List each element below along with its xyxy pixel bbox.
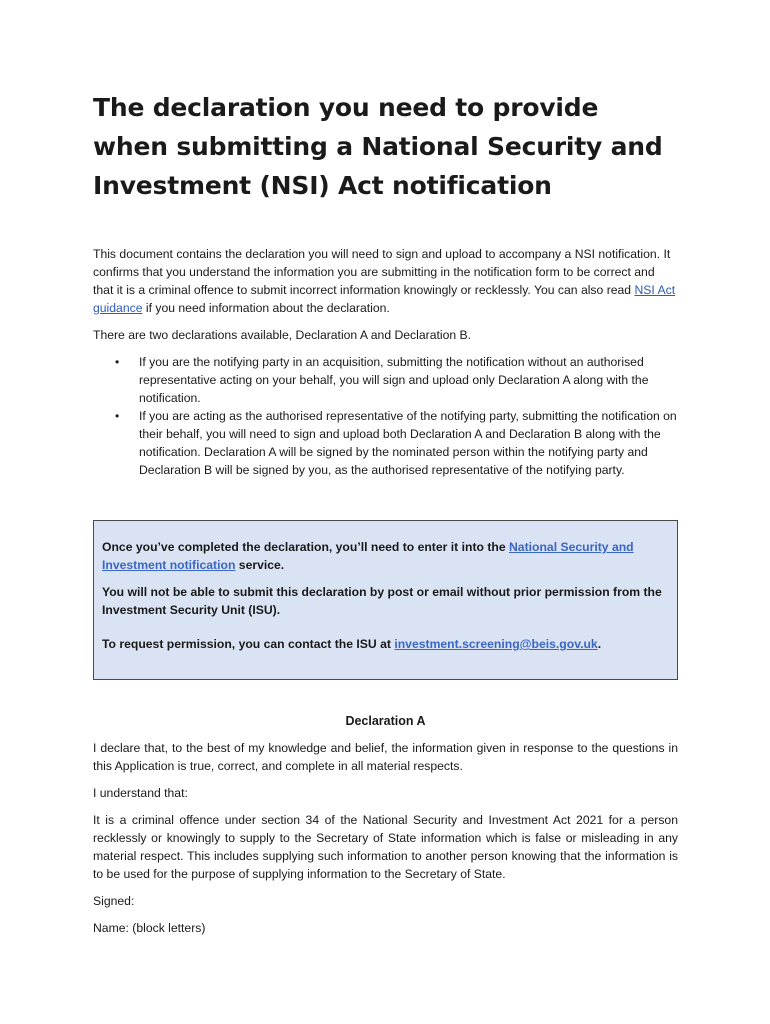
bullet-icon: • xyxy=(115,355,120,369)
declaration-a-body xyxy=(93,739,678,937)
understand-paragraph: I understand that: xyxy=(93,786,188,800)
nsi-act-guidance-link[interactable]: NSI Act guidance xyxy=(93,283,676,315)
callout-line-1 xyxy=(102,538,669,574)
list-item xyxy=(115,353,678,407)
intro-paragraph xyxy=(93,245,678,317)
signed-label: Signed: xyxy=(93,894,135,908)
callout-line-1-before: Once you’ve completed the declaration, you’ll need to enter it into the xyxy=(102,540,509,554)
bullet-text: If you are the notifying party in an acquisition, submitting the notification without an authorised representative acting on your behalf, you will sign and upload only Declaration A along with the notification. xyxy=(139,355,649,405)
document-page xyxy=(93,88,678,937)
nsi-notification-service-link[interactable]: National Security and Investment notification xyxy=(102,540,634,572)
callout-line-3-before: To request permission, you can contact the ISU at xyxy=(102,637,395,651)
criminal-offence-paragraph: It is a criminal offence under section 34 of the National Security and Investment Act 2021 for a person recklessly or knowingly to supply to the Secretary of State information which is false or misleading in any material respect. This includes supplying such information to another person knowing that the information is to be used for the purpose of supplying information to the Secretary of State. xyxy=(93,813,678,881)
bullet-list xyxy=(93,353,678,479)
isu-email-link[interactable]: investment.screening@beis.gov.uk xyxy=(394,637,598,651)
intro-text-before: This document contains the declaration you will need to sign and upload to accompany a NSI notification. It confirms that you understand the information you are submitting in the notification form to be correct and that it is a criminal offence to submit incorrect information knowingly or recklessly. You can also read xyxy=(93,247,671,297)
declarations-available-text: There are two declarations available, Declaration A and Declaration B. xyxy=(93,328,472,342)
callout-line-3 xyxy=(102,635,669,653)
info-callout-box xyxy=(93,520,678,680)
callout-line-1-after: service. xyxy=(235,558,285,572)
bullet-icon: • xyxy=(115,409,120,423)
declaration-paragraph: I declare that, to the best of my knowledge and belief, the information given in response to the questions in this Application is true, correct, and complete in all material respects. xyxy=(93,741,678,773)
name-label: Name: (block letters) xyxy=(93,921,206,935)
bullet-text: If you are acting as the authorised representative of the notifying party, submitting the notification on their behalf, you will need to sign and upload both Declaration A and Declaration B along with the notification. Declaration A will be signed by the nominated person within the notifying party and Declaration B will be signed by you, as the authorised representative of the notifying party. xyxy=(139,409,677,477)
callout-line-2: You will not be able to submit this declaration by post or email without prior permission from the Investment Security Unit (ISU). xyxy=(102,585,662,617)
declaration-a-heading: Declaration A xyxy=(345,714,426,728)
intro-text-after: if you need information about the declaration. xyxy=(142,301,390,315)
list-item xyxy=(115,407,678,479)
callout-line-3-after: . xyxy=(597,637,602,651)
page-title: The declaration you need to provide when submitting a National Security and Investment (NSI) Act notification xyxy=(93,93,663,200)
